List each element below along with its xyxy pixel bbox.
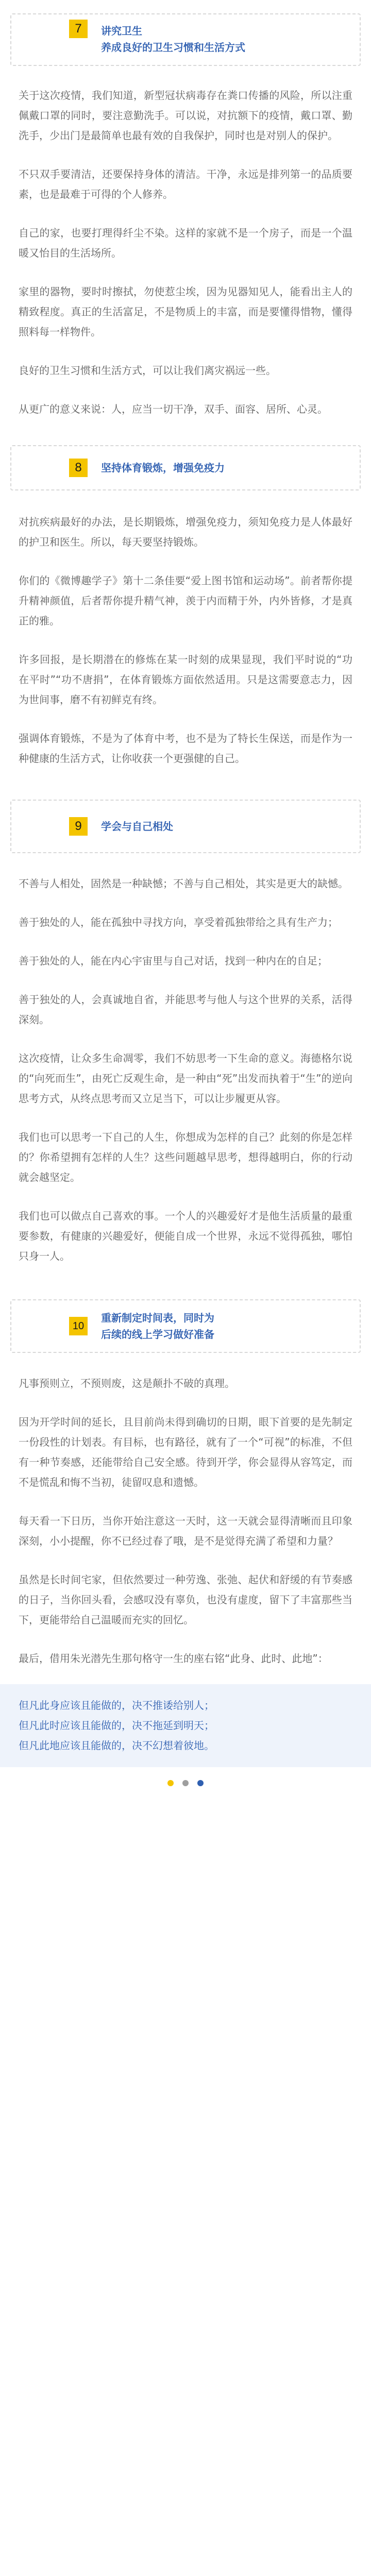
paragraph: 强调体育锻炼，不是为了体育中考，也不是为了特长生保送，而是作为一种健康的生活方式，让你收获一个更强健的自己。 [19,732,352,765]
paragraph: 虽然是长时间宅家，但依然要过一种劳逸、张弛、起伏和舒缓的有节奏感的日子，当你回头看，会感叹没有辜负，也没有虚度，留下了丰富那些当下，更能带给自己温暖而充实的回忆。 [19,1573,352,1626]
paragraph: 善于独处的人，能在内心宇宙里与自己对话，找到一种内在的自足； [19,955,328,967]
section-9-body [0,874,371,1266]
section-7-header [10,13,361,66]
paragraph: 善于独处的人，能在孤独中寻找方向，享受着孤独带给之具有生产力； [19,916,338,928]
paragraph: 你们的《微博趣学子》第十二条佳要“爱上图书馆和运动场”。前者帮你提升精神颜值，后者帮你提升精气神，羡于内而精于外，内外皆修，才是真正的雅。 [19,574,352,627]
paragraph: 从更广的意义来说：人，应当一切干净，双手、面容、居所、心灵。 [19,403,328,415]
paragraph: 每天看一下日历，当你开始注意这一天时，这一天就会显得清晰而且印象深刻，小小提醒，你不已经过春了哦，是不是觉得充满了希望和力量？ [19,1515,352,1547]
section-8-title: 坚持体育锻炼，增强免疫力 [101,462,225,474]
section-7-body [0,86,371,419]
footer-dot-gray [182,1780,189,1786]
paragraph: 自己的家，也要打理得纤尘不染。这样的家就不是一个房子，而是一个温暖又怡目的生活场所。 [19,227,352,259]
section-8-header [10,445,361,490]
paragraph: 因为开学时间的延长，且目前尚未得到确切的日期，眼下首要的是先制定一份段性的计划表。有目标，也有路径，就有了一个“可视”的标准，不但有一种节奏感，还能带给自己安全感。待到开学，你会显得从容笃定，而不是慌乱和悔不当初，徒留叹息和遗憾。 [19,1416,352,1488]
section-7-title-line-1: 讲究卫生 [101,25,142,37]
section-9-header [10,800,361,853]
closing-quote-line: 但凡此地应该且能做的，决不幻想着彼地。 [19,1739,214,1752]
section-8-body [0,512,371,769]
paragraph: 不只双手要清洁，还要保持身体的清洁。干净，永远是排列第一的品质要素，也是最难于可得的个人修养。 [19,168,352,200]
paragraph: 我们也可以思考一下自己的人生，你想成为怎样的自己？此刻的你是怎样的？你希望拥有怎样的人生？这些问题越早思考，想得越明白，你的行动就会越坚定。 [19,1131,352,1183]
paragraph: 家里的器物，要时时擦拭，勿使惹尘埃，因为见器知见人，能看出主人的精致程度。真正的生活富足，不是物质上的丰富，而是要懂得惜物，懂得照料每一样物件。 [19,285,352,338]
paragraph: 良好的卫生习惯和生活方式，可以让我们离灾祸远一些。 [19,364,276,377]
paragraph: 最后，借用朱光潜先生那句格守一生的座右铭“此身、此时、此地”： [19,1652,328,1665]
footer-dots [0,1778,371,1788]
paragraph: 不善与人相处，固然是一种缺憾；不善与自己相处，其实是更大的缺憾。 [19,877,348,890]
section-10-body [0,1374,371,1669]
section-9-title: 学会与自己相处 [101,820,173,833]
closing-quote-line: 但凡此身应该且能做的，决不推诿给别人； [19,1699,214,1711]
paragraph: 关于这次疫情，我们知道，新型冠状病毒存在粪口传播的风险，所以注重佩戴口罩的同时，要注意勤洗手。可以说，对抗额下的疫情，戴口罩、勤洗手，少出门是最简单也最有效的自我保护，同时也是对别人的保护。 [19,89,352,142]
section-10-header [10,1299,361,1353]
closing-quote-box [0,1684,371,1767]
paragraph: 凡事预则立，不预则废，这是颠扑不破的真理。 [19,1377,235,1389]
section-9-number-badge: 9 [69,817,88,836]
paragraph: 善于独处的人，会真诚地自省，并能思考与他人与这个世界的关系，活得深刻。 [19,993,352,1026]
section-7-number-badge: 7 [69,20,88,38]
section-10-title-line-2: 后续的线上学习做好准备 [101,1328,214,1341]
footer-dot-blue [197,1780,204,1786]
section-8-number-badge: 8 [69,459,88,477]
section-7-title-line-2: 养成良好的卫生习惯和生活方式 [101,41,245,54]
closing-quote-line: 但凡此时应该且能做的，决不拖延到明天； [19,1719,214,1732]
paragraph: 我们也可以做点自己喜欢的事。一个人的兴趣爱好才是他生活质量的最重要参数，有健康的兴趣爱好，便能自成一个世界，永远不觉得孤独，哪怕只身一人。 [19,1210,352,1262]
paragraph: 许多回报，是长期潜在的修炼在某一时刻的成果显现，我们平时说的“功在平时”“功不唐捐”，在体育锻炼方面依然适用。只是这需要意志力，因为世间事，磨不有初鲜克有终。 [19,653,352,706]
paragraph: 对抗疾病最好的办法，是长期锻炼，增强免疫力，须知免疫力是人体最好的护卫和医生。所以，每天要坚持锻炼。 [19,516,352,548]
section-10-number-badge: 10 [69,1317,88,1335]
section-10-title-line-1: 重新制定时间表，同时为 [101,1312,214,1324]
paragraph: 这次疫情，让众多生命凋零，我们不妨思考一下生命的意义。海德格尔说的“向死而生”，由死亡反观生命，是一种由“死”出发而执着于“生”的逆向思考方式，从终点思考而又立足当下，可以让步履更从容。 [19,1052,352,1105]
footer-dot-yellow [167,1780,174,1786]
